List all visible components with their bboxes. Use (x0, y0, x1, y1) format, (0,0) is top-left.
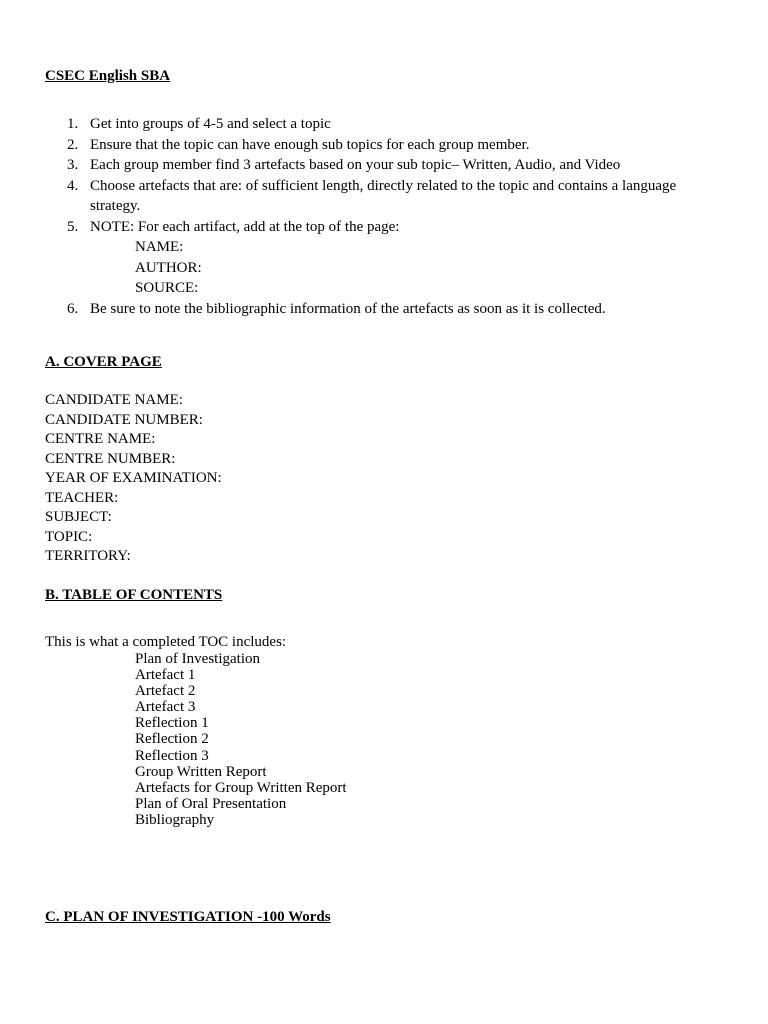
instructions-list (45, 114, 705, 319)
note-field-source: SOURCE: (135, 280, 199, 296)
note-field-name: NAME: (135, 239, 184, 255)
section-a-heading: A. COVER PAGE (45, 354, 162, 370)
list-number: 2. (67, 136, 79, 153)
cover-field: CANDIDATE NAME: (45, 392, 183, 408)
cover-field: CANDIDATE NUMBER: (45, 411, 203, 428)
document-title: CSEC English SBA (45, 68, 171, 84)
list-item (45, 135, 705, 156)
cover-field: TOPIC: (45, 528, 93, 545)
list-item (45, 217, 705, 299)
list-number: 5. (67, 218, 79, 235)
toc-item: Artefact 1 (135, 667, 196, 684)
list-item-text: Choose artefacts that are: of sufficient length, directly related to the topic and contains a language strategy. (90, 177, 677, 214)
list-item (45, 299, 705, 320)
list-item-text: Each group member find 3 artefacts based on your sub topic– Written, Audio, and Video (90, 157, 621, 173)
cover-field: YEAR OF EXAMINATION: (45, 470, 222, 486)
toc-intro: This is what a completed TOC includes: (45, 634, 287, 650)
toc-item: Artefacts for Group Written Report (135, 779, 347, 796)
cover-field: CENTRE NAME: (45, 431, 156, 447)
list-number: 4. (67, 177, 79, 194)
note-fields (90, 237, 705, 299)
list-item-text: NOTE: For each artifact, add at the top of the page: (90, 218, 400, 235)
list-item (45, 155, 705, 176)
section-c-heading: C. PLAN OF INVESTIGATION -100 Words (45, 909, 331, 925)
toc-list (135, 651, 347, 828)
cover-field: TEACHER: (45, 489, 119, 506)
toc-item: Bibliography (135, 811, 215, 828)
cover-field: SUBJECT: (45, 509, 112, 525)
cover-field: CENTRE NUMBER: (45, 450, 176, 467)
list-item-text: Ensure that the topic can have enough sub topics for each group member. (90, 136, 530, 153)
list-item-text: Get into groups of 4-5 and select a topic (90, 116, 331, 132)
list-item (45, 114, 705, 135)
section-b-heading: B. TABLE OF CONTENTS (45, 587, 223, 603)
list-number: 3. (67, 157, 79, 173)
toc-item: Artefact 3 (135, 699, 196, 716)
list-item-text: Be sure to note the bibliographic information of the artefacts as soon as it is collected. (90, 300, 606, 317)
toc-item: Plan of Oral Presentation (135, 795, 287, 812)
note-field-author: AUTHOR: (135, 259, 202, 276)
toc-item: Reflection 1 (135, 715, 209, 732)
toc-item: Reflection 3 (135, 747, 209, 764)
cover-page-fields (45, 391, 222, 567)
toc-item: Reflection 2 (135, 731, 209, 748)
toc-item: Group Written Report (135, 763, 267, 780)
list-item (45, 176, 705, 217)
toc-item: Artefact 2 (135, 683, 196, 700)
list-number: 6. (67, 300, 79, 317)
toc-item: Plan of Investigation (135, 651, 260, 667)
list-number: 1. (67, 116, 79, 132)
cover-field: TERRITORY: (45, 548, 131, 564)
